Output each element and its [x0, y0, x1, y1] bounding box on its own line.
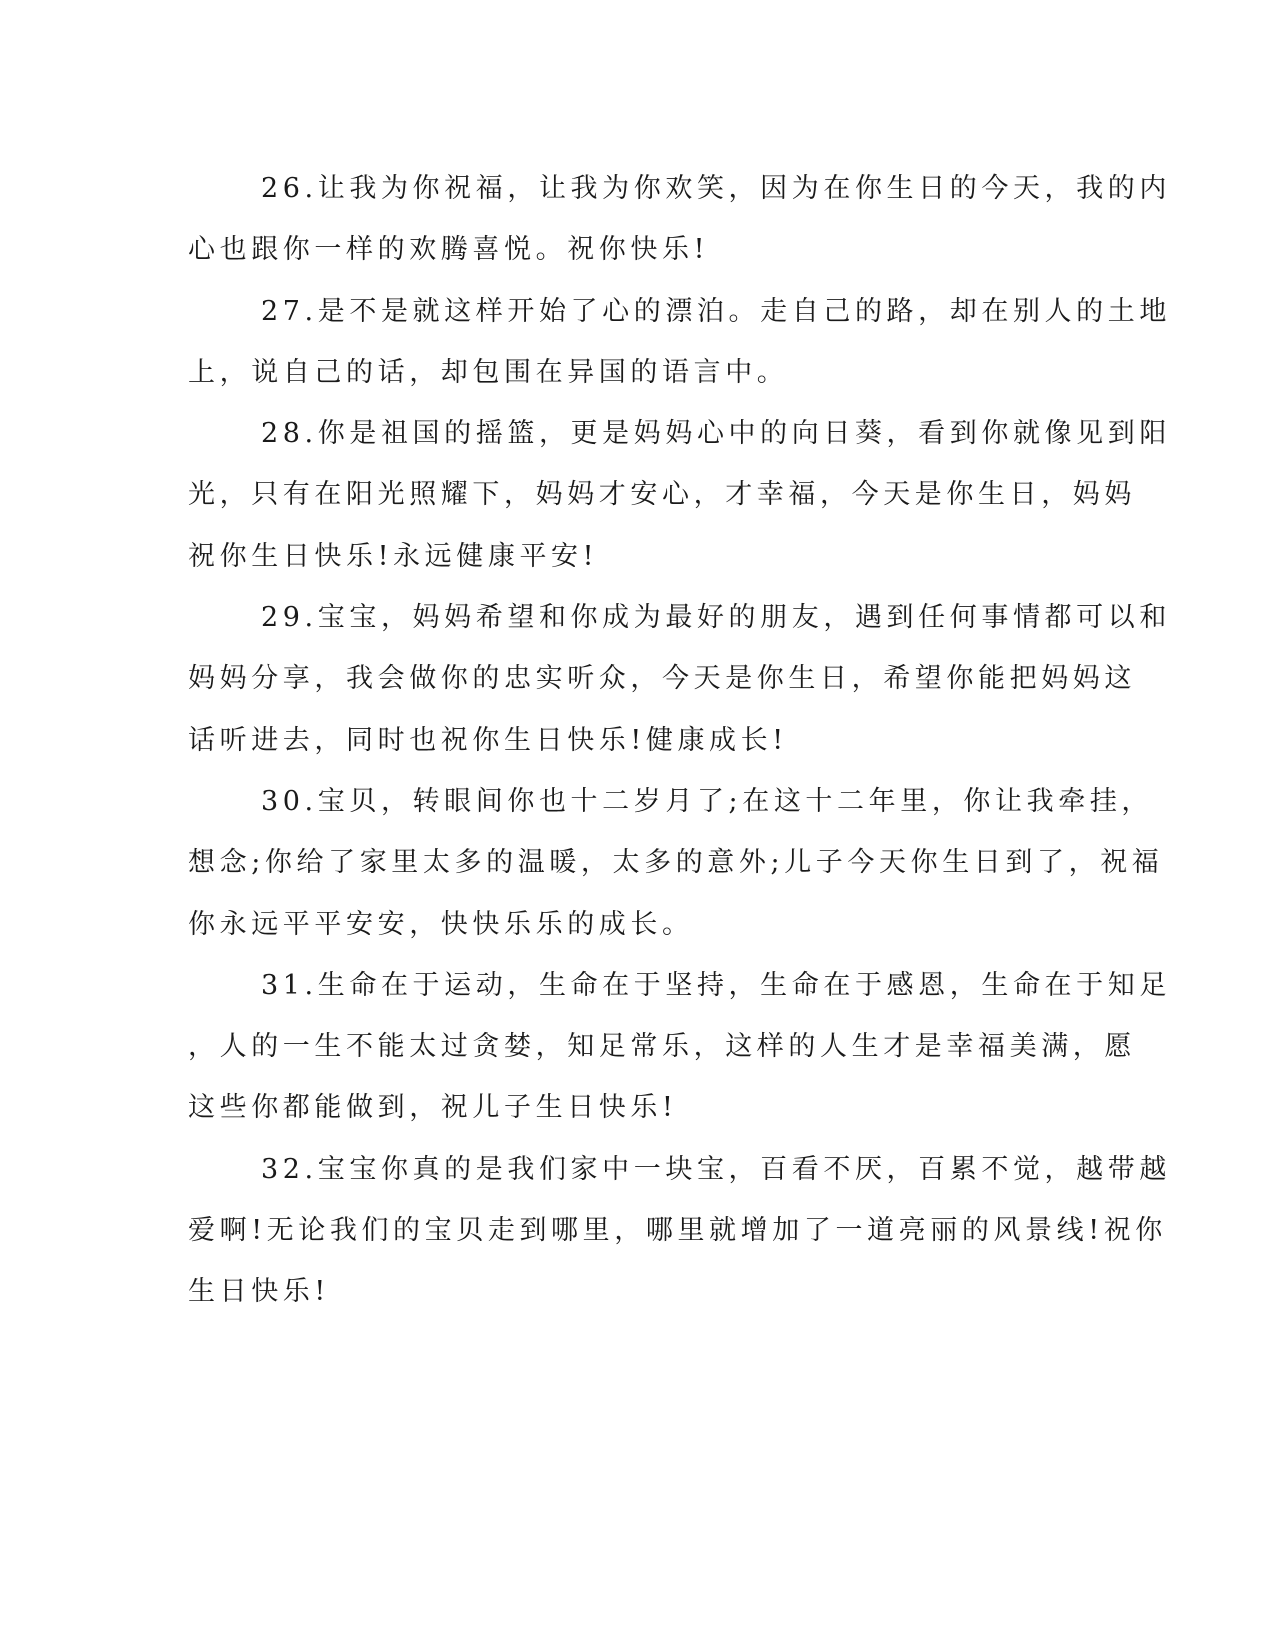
- paragraph-line: 32.宝宝你真的是我们家中一块宝，百看不厌，百累不觉，越带越: [261, 1153, 1171, 1185]
- paragraph-line: 30.宝贝，转眼间你也十二岁月了;在这十二年里，你让我牵挂，: [261, 785, 1154, 817]
- paragraph-line: 妈妈分享，我会做你的忠实听众，今天是你生日，希望你能把妈妈这: [188, 663, 1136, 695]
- paragraph-line: 想念;你给了家里太多的温暖，太多的意外;儿子今天你生日到了，祝福: [188, 847, 1164, 879]
- paragraph-line: 祝你生日快乐!永远健康平安!: [188, 540, 599, 572]
- paragraph-line: 生日快乐!: [188, 1276, 330, 1308]
- paragraph-line: 26.让我为你祝福，让我为你欢笑，因为在你生日的今天，我的内: [261, 173, 1171, 204]
- paragraph-line: 爱啊!无论我们的宝贝走到哪里，哪里就增加了一道亮丽的风景线!祝你: [188, 1215, 1167, 1247]
- paragraph-line: 心也跟你一样的欢腾喜悦。祝你快乐!: [188, 234, 710, 266]
- paragraph-line: 28.你是祖国的摇篮，更是妈妈心中的向日葵，看到你就像见到阳: [261, 418, 1171, 450]
- paragraph-line: 话听进去，同时也祝你生日快乐!健康成长!: [188, 724, 788, 756]
- paragraph-line: 31.生命在于运动，生命在于坚持，生命在于感恩，生命在于知足: [261, 969, 1171, 1001]
- document-body: [188, 158, 1171, 1323]
- paragraph-27: [188, 281, 1171, 404]
- paragraph-line: 你永远平平安安，快快乐乐的成长。: [188, 908, 694, 940]
- paragraph-26: [188, 158, 1171, 281]
- paragraph-30: [188, 771, 1164, 955]
- paragraph-28: [188, 403, 1171, 587]
- paragraph-line: 上，说自己的话，却包围在异国的语言中。: [188, 356, 789, 388]
- paragraph-line: ，人的一生不能太过贪婪，知足常乐，这样的人生才是幸福美满，愿: [188, 1031, 1136, 1063]
- paragraph-line: 光，只有在阳光照耀下，妈妈才安心，才幸福，今天是你生日，妈妈: [188, 479, 1136, 511]
- paragraph-line: 这些你都能做到，祝儿子生日快乐!: [188, 1092, 678, 1124]
- paragraph-29: [188, 587, 1171, 771]
- paragraph-line: 27.是不是就这样开始了心的漂泊。走自己的路，却在别人的土地: [261, 295, 1171, 327]
- paragraph-31: [188, 955, 1171, 1139]
- paragraph-line: 29.宝宝，妈妈希望和你成为最好的朋友，遇到任何事情都可以和: [261, 602, 1171, 634]
- paragraph-32: [188, 1139, 1171, 1323]
